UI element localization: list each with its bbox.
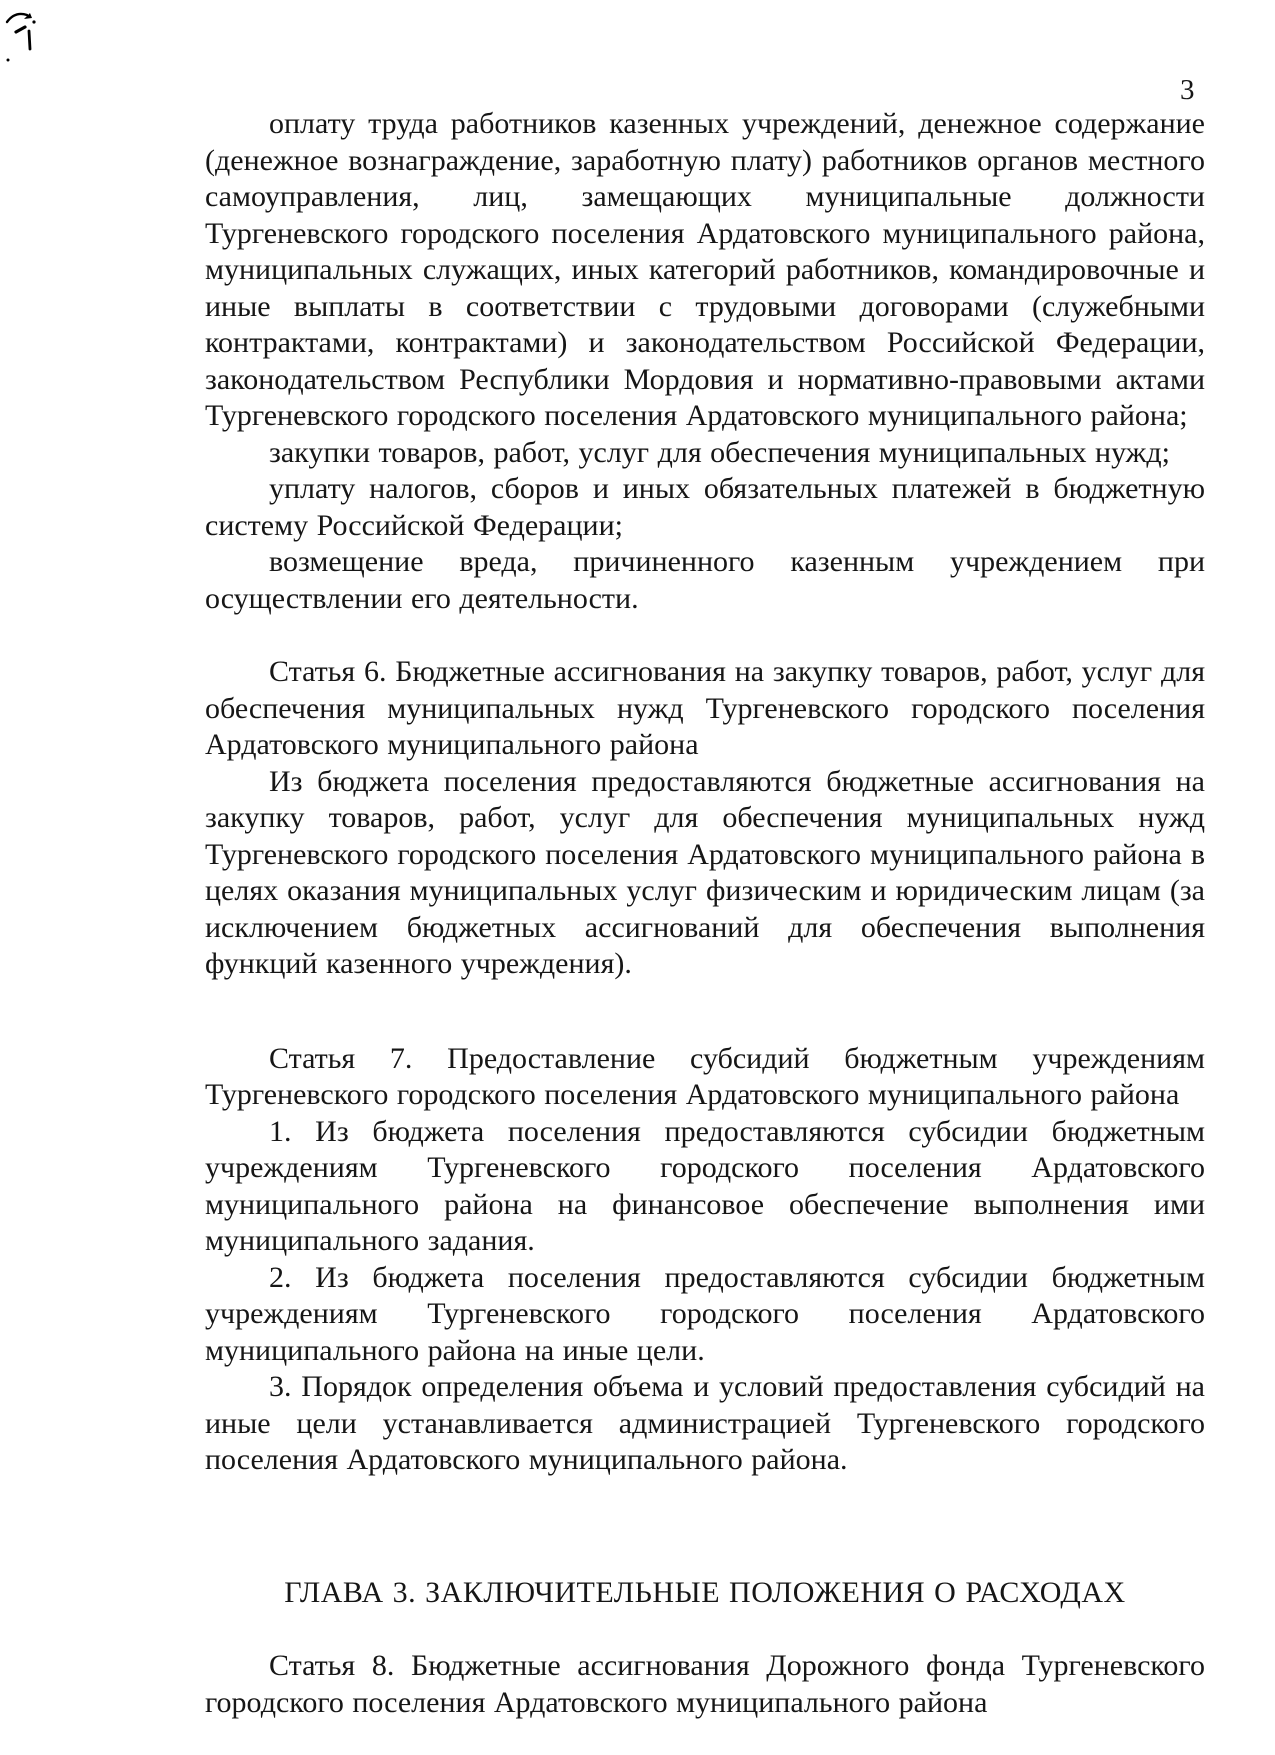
handwritten-ink-scribble bbox=[4, 6, 44, 68]
article-7-item-1: 1. Из бюджета поселения предоставляются субсидии бюджетным учреждениям Тургеневского городского поселения Ардатовского муниципального района на финансовое обеспечение выполнения ими муниципального задания. bbox=[205, 1114, 1205, 1257]
article-7-item-3: 3. Порядок определения объема и условий предоставления субсидий на иные цели устанавливается администрацией Тургеневского городского поселения Ардатовского муниципального района. bbox=[205, 1370, 1205, 1476]
article-6-body: Из бюджета поселения предоставляются бюджетные ассигнования на закупку товаров, работ, услуг для обеспечения муниципальных нужд Тургеневского городского поселения Ардатовского муниципального района в целях оказания муниципальных услуг физическим и юридическим лицам (за исключением бюджетных ассигнований для обеспечения выполнения функций казенного учреждения). bbox=[205, 764, 1205, 980]
article-7-item-2: 2. Из бюджета поселения предоставляются субсидии бюджетным учреждениям Тургеневского городского поселения Ардатовского муниципального района на иные цели. bbox=[205, 1260, 1205, 1367]
chapter-3-heading: ГЛАВА 3. ЗАКЛЮЧИТЕЛЬНЫЕ ПОЛОЖЕНИЯ О РАСХОДАХ bbox=[284, 1575, 1126, 1609]
paragraph-payment-purposes: оплату труда работников казенных учреждений, денежное содержание (денежное вознаграждение, заработную плату) работников органов местного самоуправления, лиц, замещающих муниципальные должности Тургеневского городского поселения Ардатовского муниципального района, муниципальных служащих, иных категорий работников, командировочные и иные выплаты в соответствии с трудовыми договорами (служебными контрактами, контрактами) и законодательством Российской Федерации, законодательством Республики Мордовия и нормативно-правовыми актами Тургеневского городского поселения Ардатовского муниципального района; bbox=[205, 107, 1205, 432]
article-8-heading: Статья 8. Бюджетные ассигнования Дорожного фонда Тургеневского городского поселения Ардатовского муниципального района bbox=[205, 1649, 1205, 1719]
paragraph-taxes-payments: уплату налогов, сборов и иных обязательных платежей в бюджетную систему Российской Федерации; bbox=[205, 472, 1205, 542]
document-body bbox=[205, 106, 1205, 1721]
page-number: 3 bbox=[1180, 74, 1195, 106]
paragraph-procurement-needs: закупки товаров, работ, услуг для обеспечения муниципальных нужд; bbox=[269, 435, 1170, 469]
article-6-heading: Статья 6. Бюджетные ассигнования на закупку товаров, работ, услуг для обеспечения муниципальных нужд Тургеневского городского поселения Ардатовского муниципального района bbox=[205, 655, 1205, 761]
paragraph-damage-compensation: возмещение вреда, причиненного казенным учреждением при осуществлении его деятельности. bbox=[205, 545, 1205, 615]
article-7-heading: Статья 7. Предоставление субсидий бюджетным учреждениям Тургеневского городского поселения Ардатовского муниципального района bbox=[205, 1041, 1205, 1111]
